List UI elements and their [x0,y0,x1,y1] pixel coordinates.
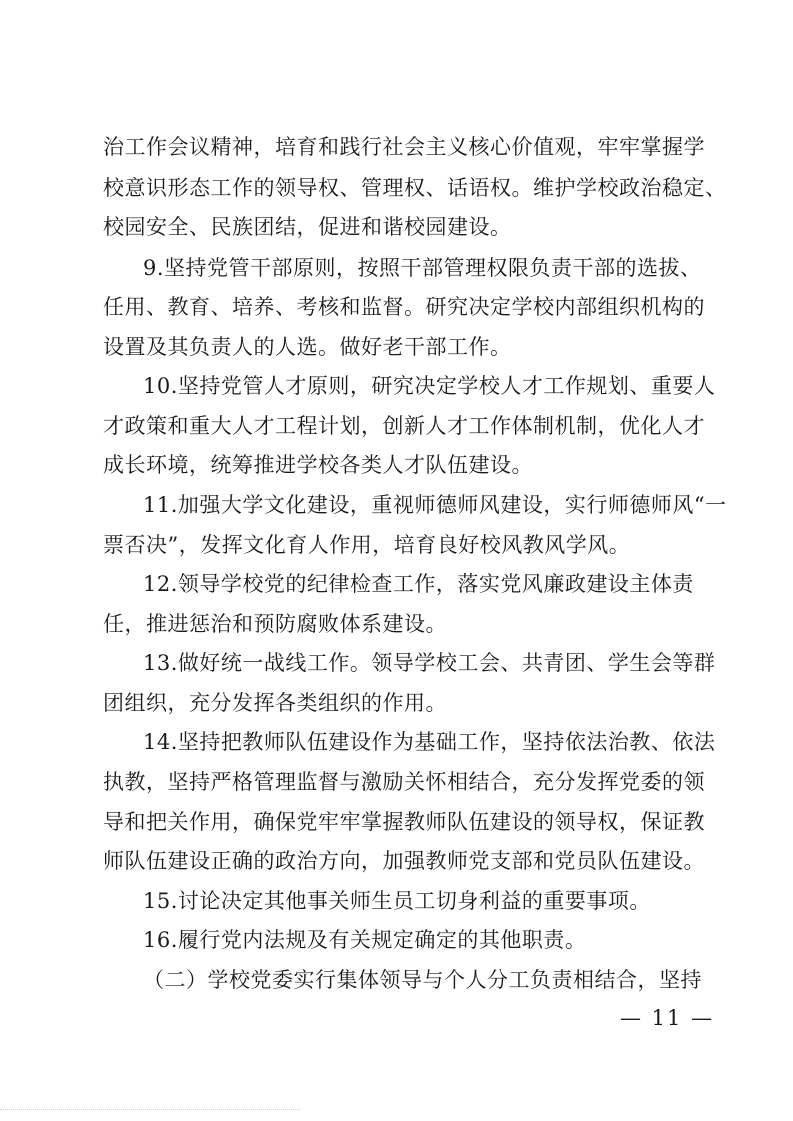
text-line: 13.做好统一战线工作。领导学校工会、共青团、学生会等群 [143,651,716,675]
text-line: 任用、教育、培养、考核和监督。研究决定学校内部组织机构的 [103,295,705,319]
text-line: 设置及其负责人的人选。做好老干部工作。 [103,335,512,359]
text-line: 10.坚持党管人才原则，研究决定学校人才工作规划、重要人 [143,374,716,398]
text-line: 治工作会议精神，培育和践行社会主义核心价值观，牢牢掌握学 [103,135,705,159]
text-line: 14.坚持把教师队伍建设作为基础工作，坚持依法治教、依法 [143,730,716,754]
text-line: 成长环境，统筹推进学校各类人才队伍建设。 [103,453,533,477]
text-line: 团组织，充分发挥各类组织的作用。 [103,691,447,715]
text-line: 师队伍建设正确的政治方向，加强教师党支部和党员队伍建设。 [103,849,705,873]
text-line: 11.加强大学文化建设，重视师德师风建设，实行师德师风“一 [143,493,727,517]
text-line: 校意识形态工作的领导权、管理权、话语权。维护学校政治稳定、 [103,176,727,200]
text-line: 票否决”，发挥文化育人作用，培育良好校风教风学风。 [103,533,631,557]
text-line: 执教，坚持严格管理监督与激励关怀相结合，充分发挥党委的领 [103,770,705,794]
text-line: 15.讨论决定其他事关师生员工切身利益的重要事项。 [143,889,651,913]
text-line: 12.领导学校党的纪律检查工作，落实党风廉政建设主体责 [143,572,694,596]
text-line: 任，推进惩治和预防腐败体系建设。 [103,612,447,636]
text-line: 校园安全、民族团结，促进和谐校园建设。 [103,215,512,239]
text-line: 才政策和重大人才工程计划，创新人才工作体制机制，优化人才 [103,414,705,438]
text-line: （二）学校党委实行集体领导与个人分工负责相结合，坚持 [143,968,702,992]
text-line: 9.坚持党管干部原则，按照干部管理权限负责干部的选拔、 [143,256,702,280]
text-line: 导和把关作用，确保党牢牢掌握教师队伍建设的领导权，保证教 [103,810,705,834]
scan-edge-divider [0,1109,300,1110]
text-line: 16.履行党内法规及有关规定确定的其他职责。 [143,928,587,952]
page-number: — 11 — [620,1006,715,1030]
